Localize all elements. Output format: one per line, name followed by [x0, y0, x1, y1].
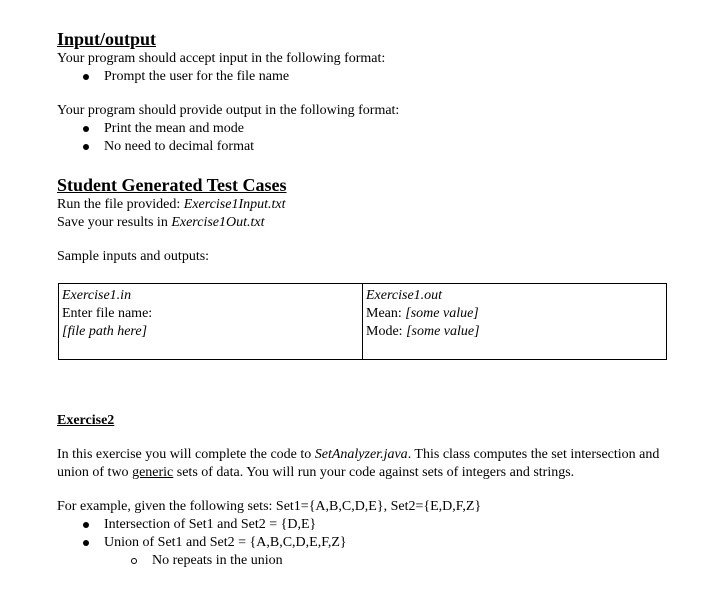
- sample-output-cell: [363, 284, 667, 360]
- output-item: No need to decimal format: [57, 138, 669, 156]
- para-file: SetAnalyzer.java: [314, 447, 408, 462]
- input-intro: Your program should accept input in the following format:: [57, 51, 386, 66]
- exercise2-heading: Exercise2: [57, 413, 115, 428]
- document-page: [57, 28, 669, 570]
- para-suffix: sets of data. You will run your code against sets of integers and strings.: [173, 465, 575, 480]
- output-cell-title: Exercise1.out: [366, 288, 443, 303]
- intersection-item: Intersection of Set1 and Set2 = {D,E}: [57, 516, 669, 534]
- sample-io-table: [58, 283, 667, 360]
- input-cell-line1: Enter file name:: [62, 306, 153, 321]
- run-file: Exercise1Input.txt: [183, 197, 286, 212]
- exercise2-paragraph: [57, 446, 669, 482]
- union-note-item: No repeats in the union: [57, 552, 669, 570]
- input-item: Prompt the user for the file name: [57, 68, 669, 86]
- output-intro: Your program should provide output in the following format:: [57, 103, 400, 118]
- run-line: [57, 196, 669, 214]
- sample-label: Sample inputs and outputs:: [57, 249, 210, 264]
- example-intro: For example, given the following sets: Set1={A,B,C,D,E}, Set2={E,D,F,Z}: [57, 499, 482, 514]
- output-cell-mode: [366, 323, 663, 341]
- output-cell-mean: [366, 305, 663, 323]
- mean-label: Mean:: [366, 306, 406, 321]
- output-list: [57, 120, 669, 156]
- example-list: [57, 516, 669, 552]
- output-item: Print the mean and mode: [57, 120, 669, 138]
- io-heading: Input/output: [57, 29, 157, 49]
- union-sublist: [57, 552, 669, 570]
- input-cell-line2: [file path here]: [62, 324, 148, 339]
- para-mid: . This class computes the set intersection and union of two: [57, 447, 660, 480]
- input-list: [57, 68, 669, 86]
- para-prefix: In this exercise you will complete the code to: [57, 447, 315, 462]
- para-generic: generic: [132, 465, 174, 480]
- tests-heading: Student Generated Test Cases: [57, 175, 287, 195]
- mode-value: [some value]: [406, 324, 480, 339]
- input-cell-title: Exercise1.in: [62, 288, 132, 303]
- mean-value: [some value]: [405, 306, 479, 321]
- run-prefix: Run the file provided:: [57, 197, 184, 212]
- save-prefix: Save your results in: [57, 215, 172, 230]
- mode-label: Mode:: [366, 324, 407, 339]
- sample-input-cell: [59, 284, 363, 360]
- save-file: Exercise1Out.txt: [171, 215, 265, 230]
- union-item: Union of Set1 and Set2 = {A,B,C,D,E,F,Z}: [57, 534, 669, 552]
- save-line: [57, 214, 669, 232]
